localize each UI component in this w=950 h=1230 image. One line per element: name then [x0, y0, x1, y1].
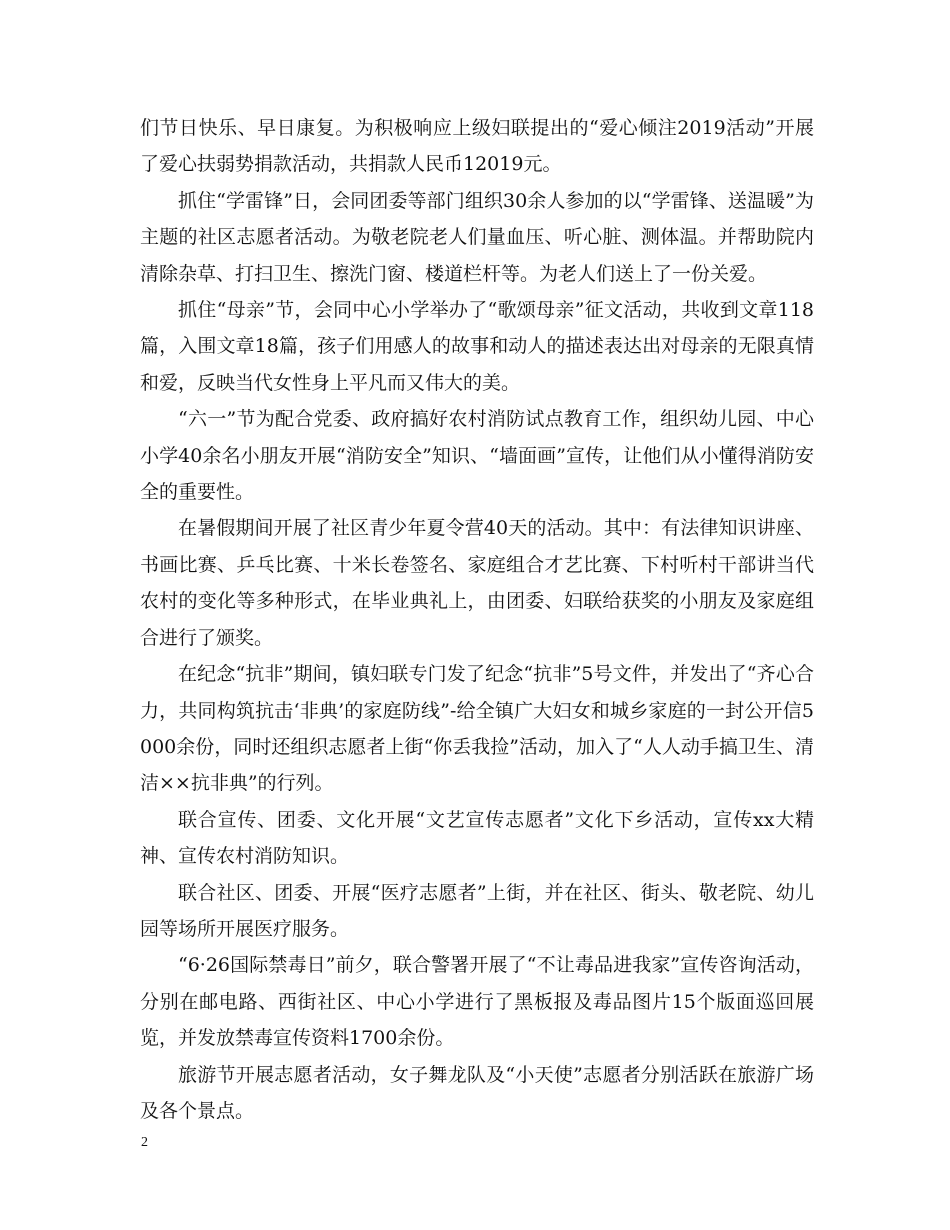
paragraph-10: 旅游节开展志愿者活动，女子舞龙队及“小天使”志愿者分别活跃在旅游广场及各个景点。	[140, 1063, 814, 1122]
paragraph-7: 联合宣传、团委、文化开展“文艺宣传志愿者”文化下乡活动，宣传xx大精神、宣传农村消防知识。	[140, 808, 814, 868]
paragraph-5: 在暑假期间开展了社区青少年夏令营40天的活动。其中：有法律知识讲座、书画比赛、乒乓比赛、十米长卷签名、家庭组合才艺比赛、下村听村干部讲当代农村的变化等多种形式，在毕业典礼上，由团委、妇联给获奖的小朋友及家庭组合进行了颁奖。	[140, 517, 814, 649]
document-body	[140, 110, 814, 1129]
paragraph-2: 抓住“学雷锋”日，会同团委等部门组织30余人参加的以“学雷锋、送温暖”为主题的社区志愿者活动。为敬老院老人们量血压、听心脏、测体温。并帮助院内清除杂草、打扫卫生、擦洗门窗、楼道栏杆等。为老人们送上了一份关爱。	[140, 189, 814, 285]
paragraph-1: 们节日快乐、早日康复。为积极响应上级妇联提出的“爱心倾注2019活动”开展了爱心扶弱势捐款活动，共捐款人民币12019元。	[140, 117, 814, 176]
page-number: 2	[141, 1135, 148, 1150]
paragraph-9: “6·26国际禁毒日”前夕，联合警署开展了“不让毒品进我家”宣传咨询活动，分别在邮电路、西街社区、中心小学进行了黑板报及毒品图片15个版面巡回展览，并发放禁毒宣传资料1700余份。	[140, 954, 814, 1050]
paragraph-6: 在纪念“抗非”期间，镇妇联专门发了纪念“抗非”5号文件，并发出了“齐心合力，共同构筑抗击‘非典’的家庭防线”-给全镇广大妇女和城乡家庭的一封公开信5000余份，同时还组织志愿者上街“你丢我捡”活动，加入了“人人动手搞卫生、清洁××抗非典”的行列。	[140, 663, 814, 795]
paragraph-3: 抓住“母亲”节，会同中心小学举办了“歌颂母亲”征文活动，共收到文章118篇，入围文章18篇，孩子们用感人的故事和动人的描述表达出对母亲的无限真情和爱，反映当代女性身上平凡而又伟大的美。	[140, 299, 814, 394]
paragraph-8: 联合社区、团委、开展“医疗志愿者”上街，并在社区、街头、敬老院、幼儿园等场所开展医疗服务。	[140, 881, 814, 940]
paragraph-4: “六一”节为配合党委、政府搞好农村消防试点教育工作，组织幼儿园、中心小学40余名小朋友开展“消防安全”知识、“墙面画”宣传，让他们从小懂得消防安全的重要性。	[140, 408, 814, 504]
